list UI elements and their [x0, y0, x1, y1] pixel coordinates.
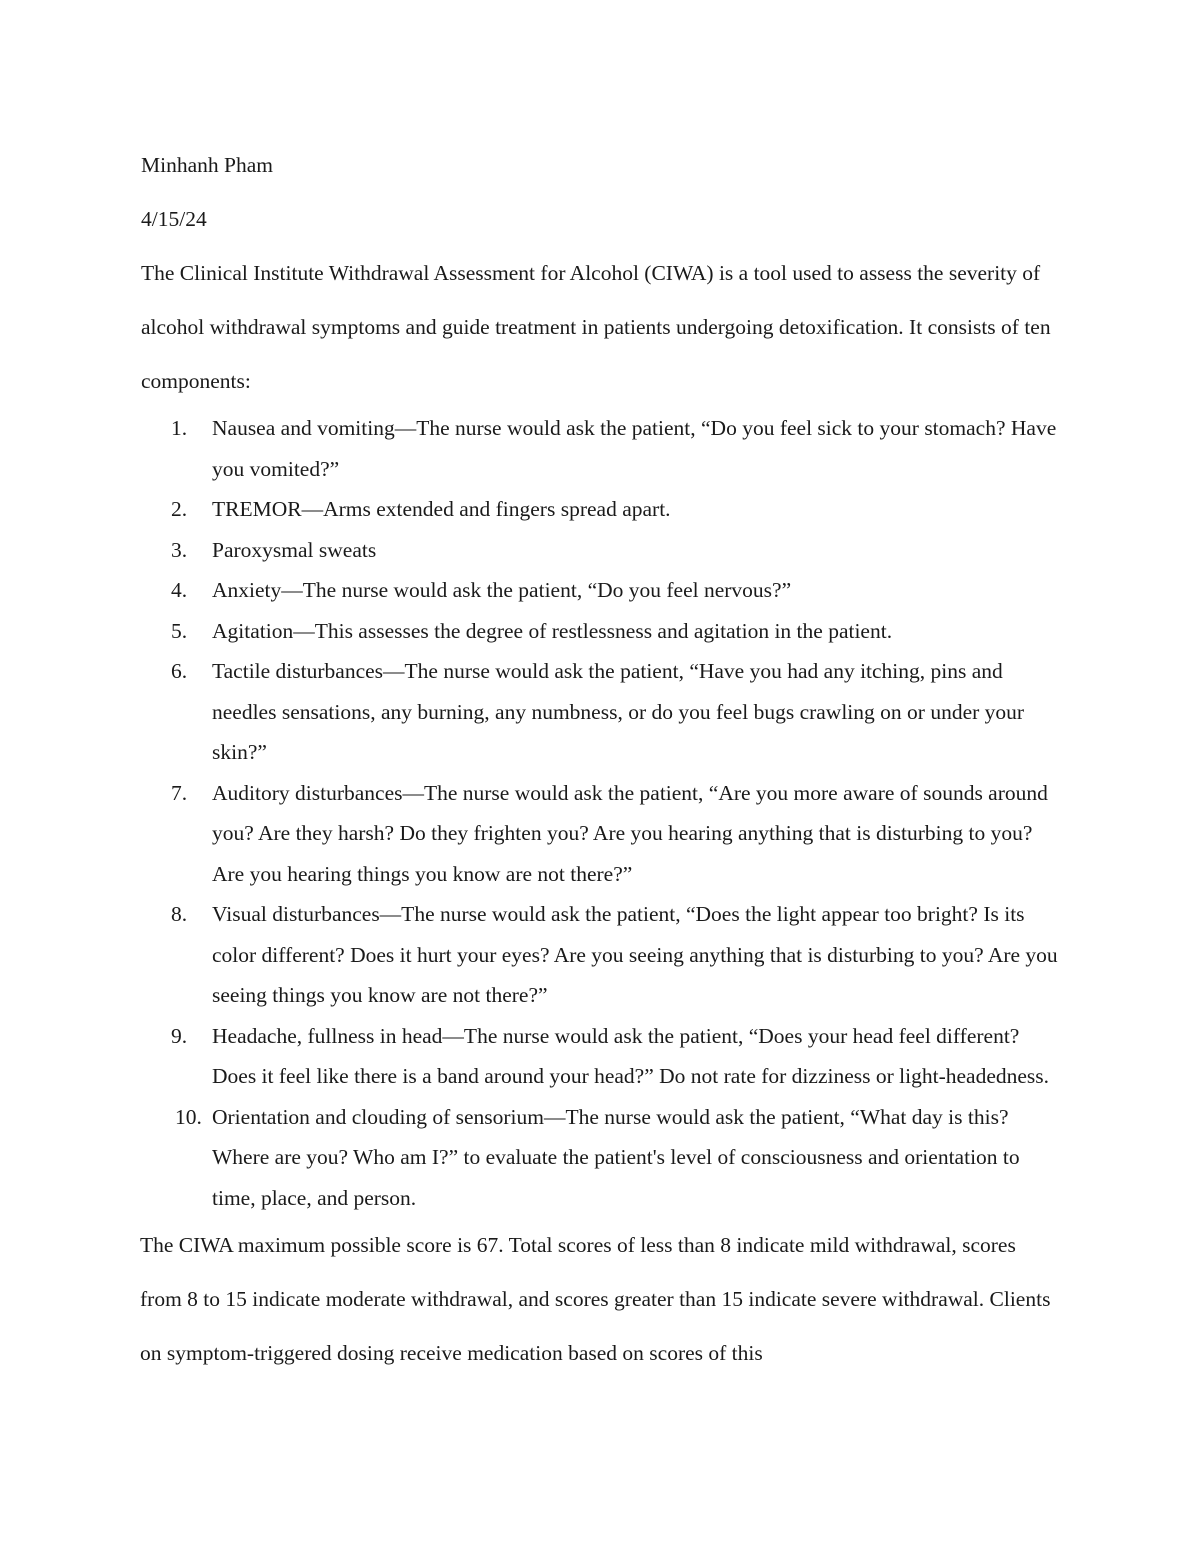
document-date: 4/15/24 [141, 207, 207, 231]
list-item-text: TREMOR—Arms extended and fingers spread apart. [212, 497, 671, 521]
list-item-text: Anxiety—The nurse would ask the patient, “Do you feel nervous?” [212, 578, 792, 602]
author-name: Minhanh Pham [141, 153, 273, 177]
list-item [141, 773, 1061, 895]
list-item [141, 894, 1061, 1016]
list-item-text: Tactile disturbances—The nurse would ask the patient, “Have you had any itching, pins and needles sensations, any burning, any numbness, or do you feel bugs crawling on or under your skin?” [212, 659, 1025, 764]
list-item-text: Orientation and clouding of sensorium—The nurse would ask the patient, “What day is this? Where are you? Who am I?” to evaluate the patient's level of consciousness and orientation to time, place, and person. [212, 1104, 1020, 1210]
document-body [141, 138, 1061, 1380]
list-item-number: 1. [171, 416, 188, 440]
components-list [141, 408, 1061, 1218]
list-item-text: Paroxysmal sweats [212, 537, 377, 562]
list-item-text: Nausea and vomiting—The nurse would ask the patient, “Do you feel sick to your stomach? Have you vomited?” [212, 416, 1057, 481]
list-item-text: Headache, fullness in head—The nurse would ask the patient, “Does your head feel different? Does it feel like there is a band around your head?” Do not rate for dizziness or light-headedness. [212, 1023, 1050, 1088]
list-item-number: 8. [171, 902, 188, 926]
list-item [141, 570, 1061, 611]
list-item-number: 7. [171, 780, 188, 805]
list-item [141, 1097, 1061, 1219]
list-item-number: 2. [171, 497, 188, 521]
list-item [141, 611, 1061, 652]
list-item [141, 489, 1061, 530]
list-item-number: 6. [171, 659, 188, 683]
intro-paragraph: The Clinical Institute Withdrawal Assessment for Alcohol (CIWA) is a tool used to assess the severity of alcohol withdrawal symptoms and guide treatment in patients undergoing detoxification. It consists of ten components: [141, 261, 1051, 393]
list-item-number: 10. [175, 1104, 202, 1129]
list-item-text: Auditory disturbances—The nurse would ask the patient, “Are you more aware of sounds around you? Are they harsh? Do they frighten you? Are you hearing anything that is disturbing to you? Are you hearing things you know are not there?” [212, 780, 1048, 886]
list-item [141, 408, 1061, 489]
list-item [141, 1016, 1061, 1097]
closing-paragraph: The CIWA maximum possible score is 67. Total scores of less than 8 indicate mild withdrawal, scores from 8 to 15 indicate moderate withdrawal, and scores greater than 15 indicate severe withdrawal. Clients on symptom-triggered dosing receive medication based on scores of this [140, 1233, 1051, 1365]
list-item-number: 4. [171, 578, 188, 602]
list-item-text: Agitation—This assesses the degree of restlessness and agitation in the patient. [212, 618, 893, 643]
list-item-number: 5. [171, 618, 188, 643]
list-item [141, 651, 1061, 773]
list-item-text: Visual disturbances—The nurse would ask the patient, “Does the light appear too bright? Is its color different? Does it hurt your eyes? Are you seeing anything that is disturbing to you? Are you seeing things you know are not there?” [212, 902, 1058, 1007]
list-item-number: 3. [171, 537, 188, 562]
list-item [141, 530, 1061, 571]
list-item-number: 9. [171, 1023, 188, 1048]
